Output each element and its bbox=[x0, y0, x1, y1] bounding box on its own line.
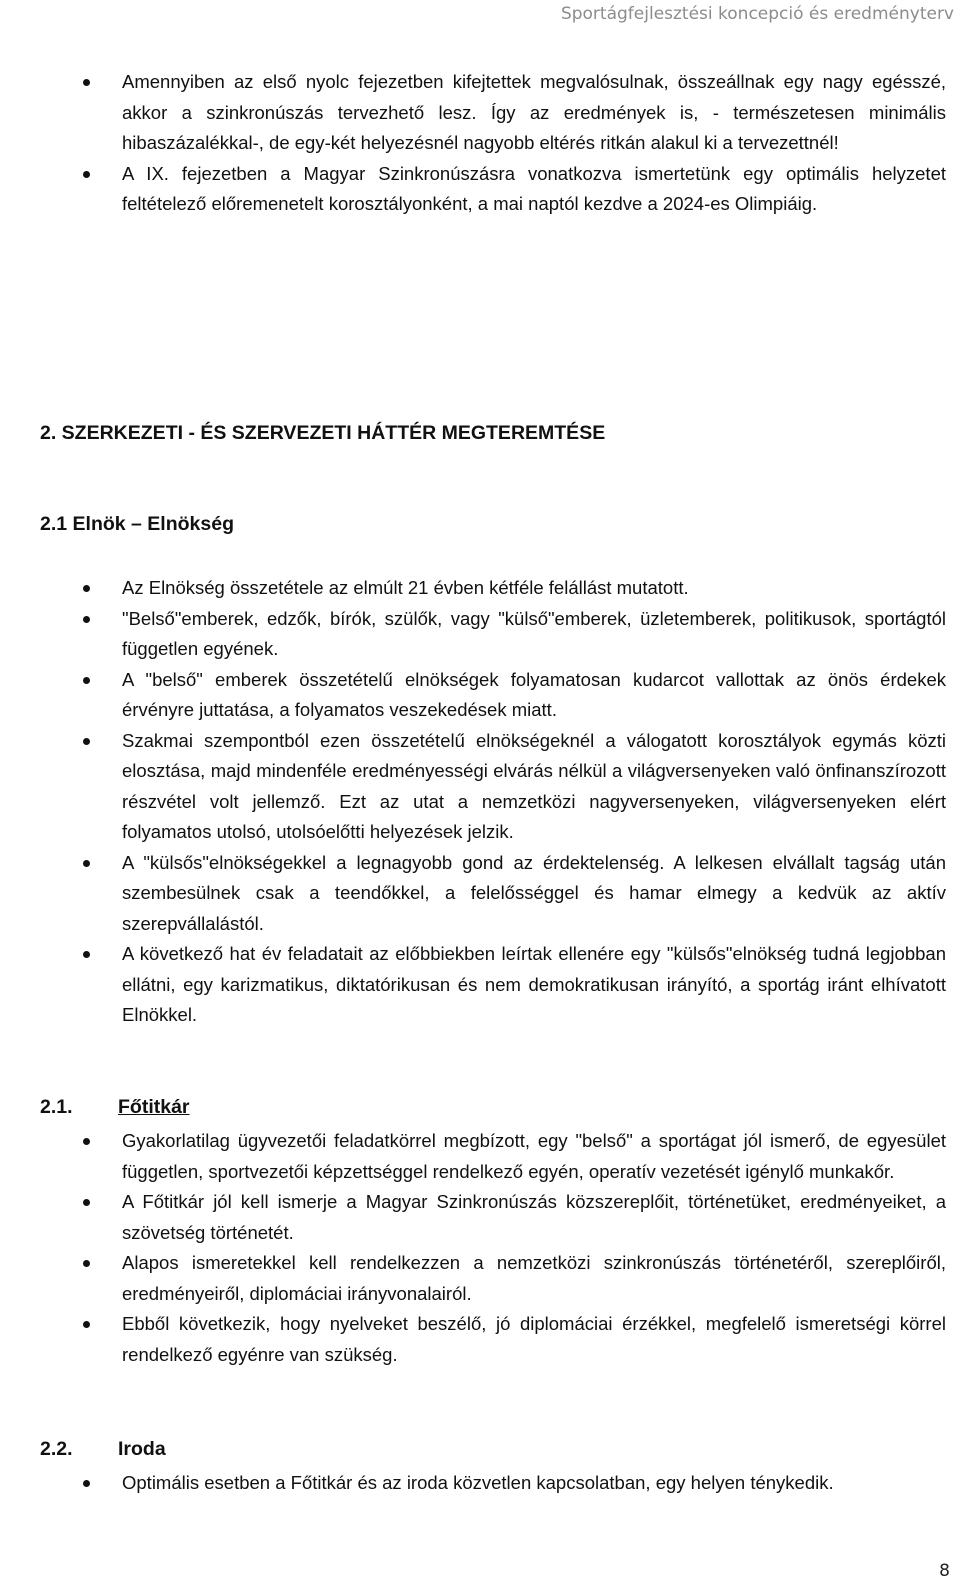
iroda-bullet-list bbox=[122, 1468, 946, 1499]
elnokseg-bullet-list bbox=[122, 573, 946, 1031]
bullet-icon bbox=[83, 738, 90, 745]
page-number: 8 bbox=[939, 1561, 950, 1581]
bullet-icon bbox=[83, 677, 90, 684]
subsection-number: 2.1. bbox=[40, 1096, 73, 1118]
list-item: Alapos ismeretekkel kell rendelkezzen a nemzetközi szinkronúszás történetéről, szereplőiről, eredményeiről, diplomáciai irányvonalairól. bbox=[122, 1248, 946, 1309]
subsection-number: 2.2. bbox=[40, 1438, 73, 1460]
bullet-icon bbox=[83, 1138, 90, 1145]
subsection-heading-elnokseg: 2.1 Elnök – Elnökség bbox=[40, 513, 234, 535]
fotitkar-bullet-list bbox=[122, 1126, 946, 1370]
bullet-icon bbox=[83, 171, 90, 178]
list-item: A Főtitkár jól kell ismerje a Magyar Szinkronúszás közszereplőit, történetüket, eredményeiket, a szövetség történetét. bbox=[122, 1187, 946, 1248]
bullet-icon bbox=[83, 585, 90, 592]
list-item: A "belső" emberek összetételű elnökségek folyamatosan kudarcot vallottak az önös érdekek érvényre juttatása, a folyamatos veszekedések miatt. bbox=[122, 665, 946, 726]
bullet-icon bbox=[83, 1199, 90, 1206]
bullet-icon bbox=[83, 1260, 90, 1267]
running-header: Sportágfejlesztési koncepció és eredményterv bbox=[560, 4, 954, 24]
list-item: "Belső"emberek, edzők, bírók, szülők, vagy "külső"emberek, üzletemberek, politikusok, sportágtól független egyének. bbox=[122, 604, 946, 665]
bullet-icon bbox=[83, 616, 90, 623]
subsection-title: Főtitkár bbox=[118, 1096, 190, 1118]
list-item: Amennyiben az első nyolc fejezetben kifejtettek megvalósulnak, összeállnak egy nagy egésszé, akkor a szinkronúszás tervezhető lesz. Így az eredmények is, - természetesen minimális hibaszázalékkal-, de egy-két helyezésnél nagyobb eltérés ritkán alakul ki a tervezettnél! bbox=[122, 67, 946, 159]
list-item: Optimális esetben a Főtitkár és az iroda közvetlen kapcsolatban, egy helyen ténykedik. bbox=[122, 1468, 946, 1499]
list-item: Az Elnökség összetétele az elmúlt 21 évben kétféle felállást mutatott. bbox=[122, 573, 946, 604]
list-item: A IX. fejezetben a Magyar Szinkronúszásra vonatkozva ismertetünk egy optimális helyzetet feltételező előremenetelt korosztályonként, a mai naptól kezdve a 2024-es Olimpiáig. bbox=[122, 159, 946, 220]
list-item: Szakmai szempontból ezen összetételű elnökségeknél a válogatott korosztályok egymás közti elosztása, majd mindenféle eredményességi elvárás nélkül a világversenyeken való önfinanszírozott részvétel volt jellemző. Ezt az utat a nemzetközi nagyversenyeken, világversenyeken elért folyamatos utolsó, utolsóelőtti helyezések jelzik. bbox=[122, 726, 946, 848]
list-item: A következő hat év feladatait az előbbiekben leírtak ellenére egy "külsős"elnökség tudná legjobban ellátni, egy karizmatikus, diktatórikusan és nem demokratikusan irányító, a sportág iránt elhívatott Elnökkel. bbox=[122, 939, 946, 1031]
subsection-title: Iroda bbox=[118, 1438, 166, 1460]
list-item: Ebből következik, hogy nyelveket beszélő, jó diplomáciai érzékkel, megfelelő ismeretségi körrel rendelkező egyénre van szükség. bbox=[122, 1309, 946, 1370]
section-heading: 2. SZERKEZETI - ÉS SZERVEZETI HÁTTÉR MEGTEREMTÉSE bbox=[40, 422, 606, 444]
bullet-icon bbox=[83, 79, 90, 86]
bullet-icon bbox=[83, 1480, 90, 1487]
bullet-icon bbox=[83, 860, 90, 867]
bullet-icon bbox=[83, 951, 90, 958]
list-item: A "külsős"elnökségekkel a legnagyobb gond az érdektelenség. A lelkesen elvállalt tagság után szembesülnek csak a teendőkkel, a felelősséggel és hamar elmegy a kedvük az aktív szerepvállalástól. bbox=[122, 848, 946, 940]
intro-bullet-list bbox=[122, 67, 946, 220]
list-item: Gyakorlatilag ügyvezetői feladatkörrel megbízott, egy "belső" a sportágat jól ismerő, de egyesület független, sportvezetői képzettséggel rendelkező egyén, operatív vezetését igénylő munkakőr. bbox=[122, 1126, 946, 1187]
bullet-icon bbox=[83, 1321, 90, 1328]
